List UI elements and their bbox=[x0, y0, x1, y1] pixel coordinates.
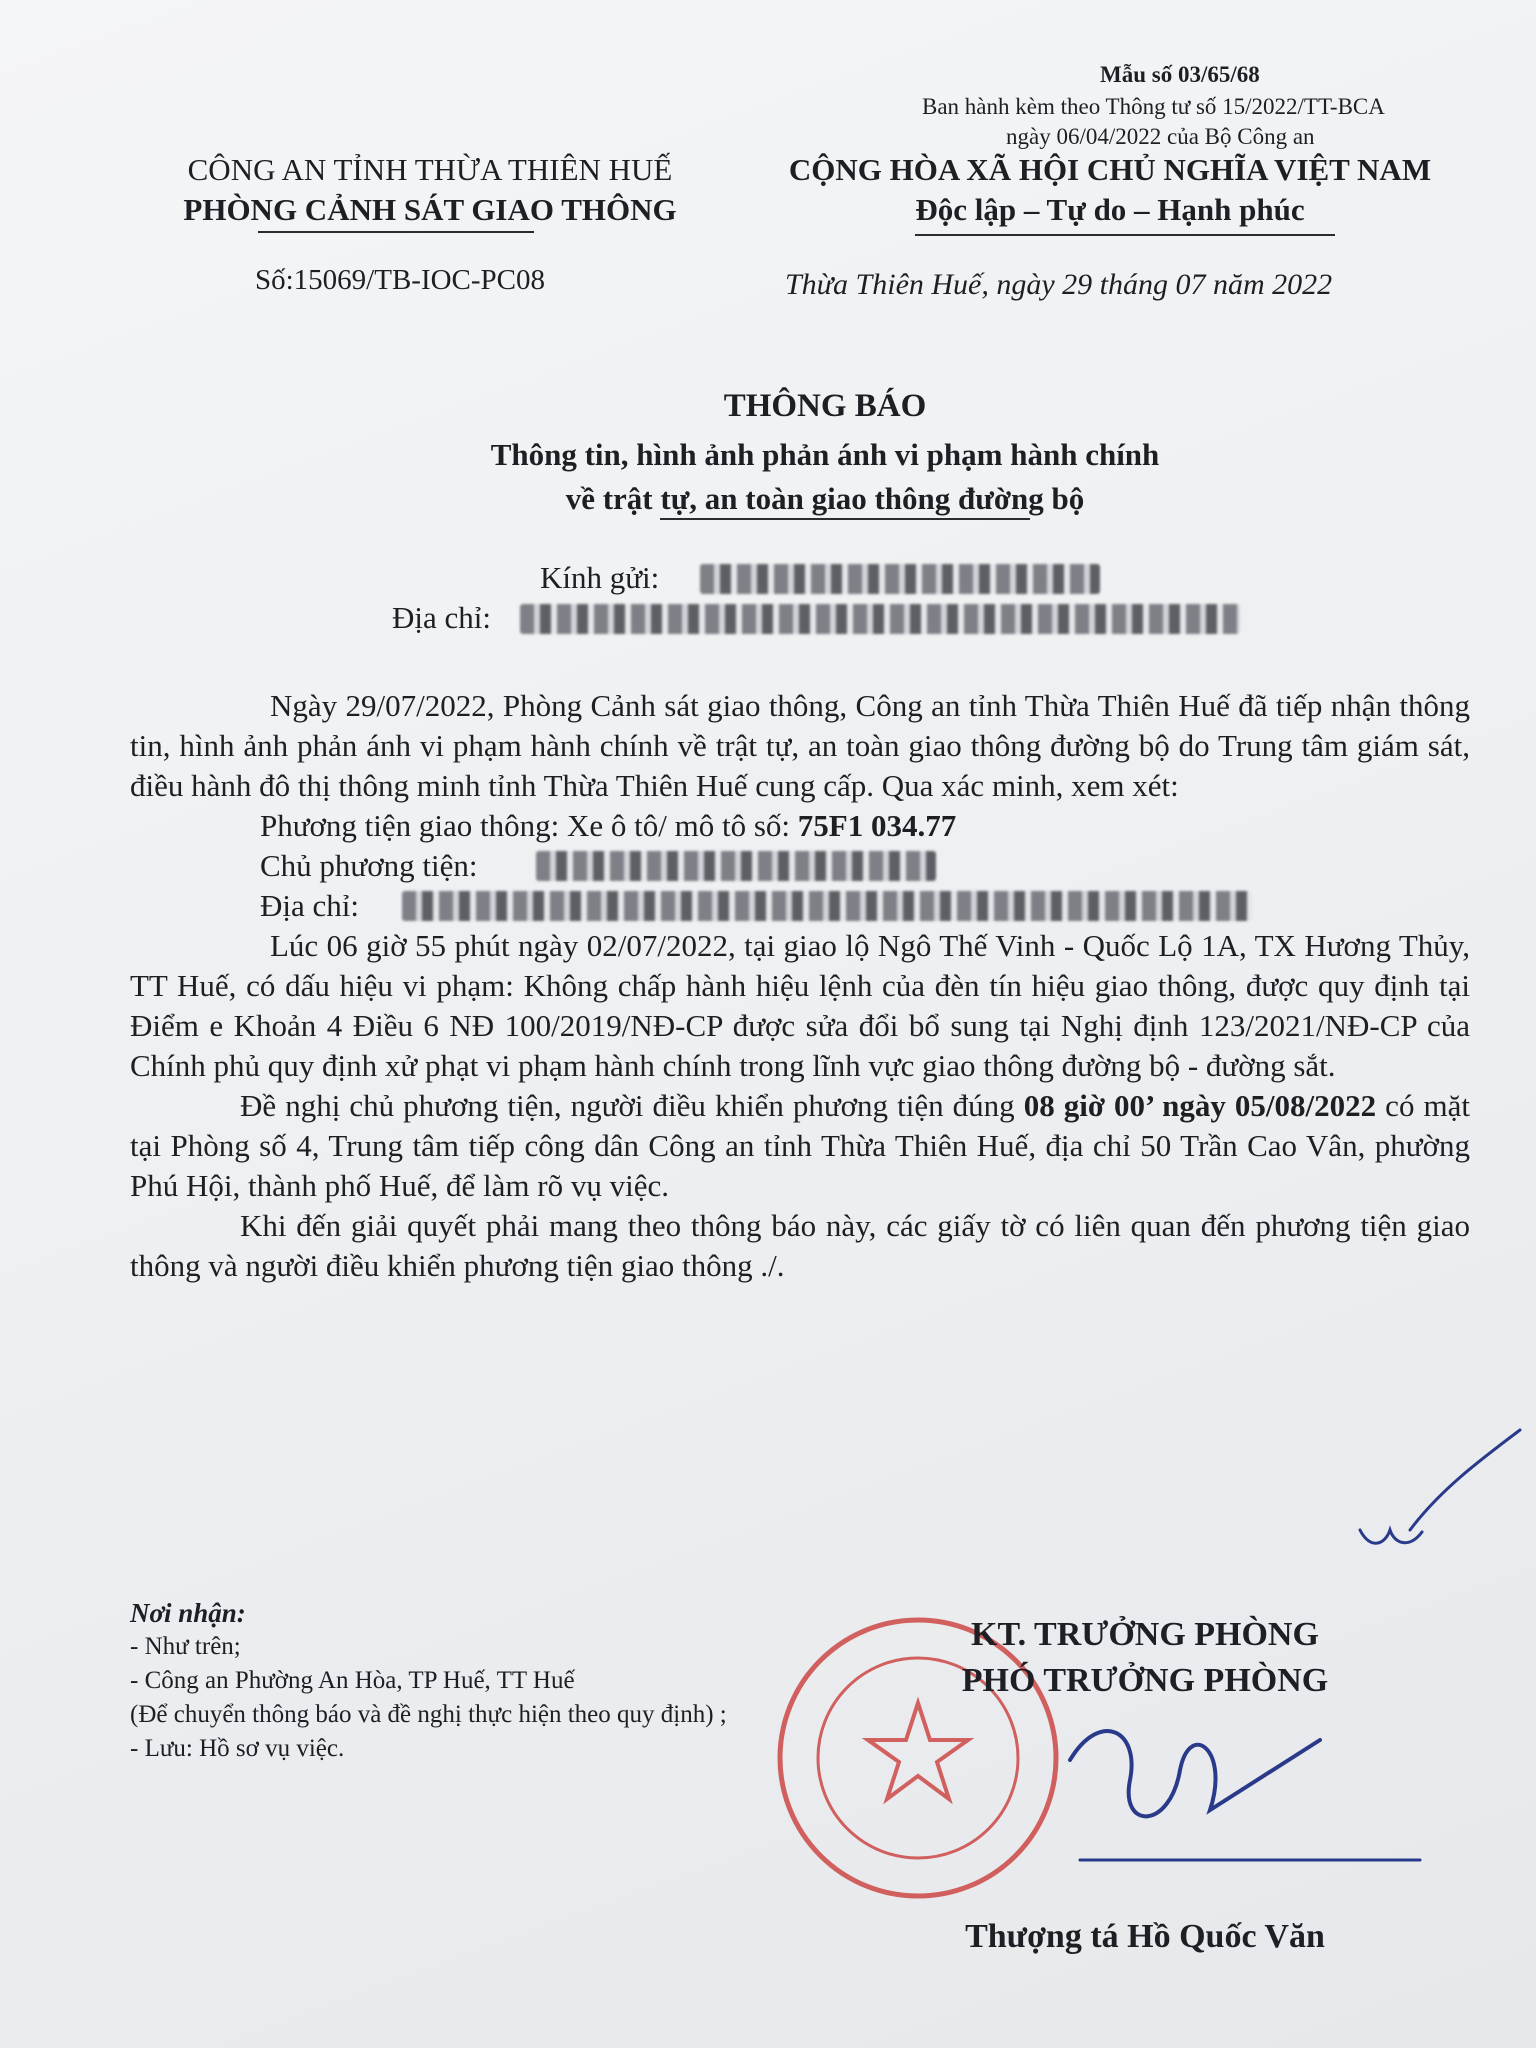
violation-paragraph: Lúc 06 giờ 55 phút ngày 02/07/2022, tại giao lộ Ngô Thế Vinh - Quốc Lộ 1A, TX Hương Thủy, TT Huế, có dấu hiệu vi phạm: Không chấp hành hiệu lệnh của đèn tín hiệu giao thông, được quy định tại Điểm e Khoản 4 Điều 6 NĐ 100/2019/NĐ-CP được sửa đổi bổ sung tại Nghị định 123/2021/NĐ-CP của Chính phủ quy định xử phạt vi phạm hành chính trong lĩnh vực giao thông đường bộ - đường sắt. bbox=[130, 928, 1470, 1083]
recipient-item: - Công an Phường An Hòa, TP Huế, TT Huế bbox=[130, 1667, 575, 1694]
request-paragraph bbox=[130, 1086, 1470, 1206]
request-text-2: có mặt tại Phòng số 4, Trung tâm tiếp công dân Công an tỉnh Thừa Thiên Huế, địa chỉ 50 Trần Cao Vân, phường Phú Hội, thành phố Huế, để làm rõ vụ việc. bbox=[130, 1088, 1470, 1203]
subtitle-underline bbox=[660, 518, 1030, 520]
form-issued-line1: Ban hành kèm theo Thông tư số 15/2022/TT-BCA bbox=[922, 94, 1385, 119]
nation-underline bbox=[915, 234, 1335, 236]
document-subtitle bbox=[300, 433, 1350, 521]
signature-title-line1: KT. TRƯỞNG PHÒNG bbox=[971, 1616, 1319, 1653]
form-number: Mẫu số 03/65/68 bbox=[1100, 62, 1260, 87]
place-date: Thừa Thiên Huế, ngày 29 tháng 07 năm 2022 bbox=[785, 268, 1333, 301]
recipient-address-label: Địa chỉ: bbox=[392, 600, 491, 635]
nation-motto: Độc lập – Tự do – Hạnh phúc bbox=[915, 192, 1305, 227]
owner-line bbox=[130, 846, 1470, 886]
initial-scribble bbox=[1330, 1420, 1530, 1560]
owner-address-line bbox=[130, 886, 1470, 926]
redacted-owner-name bbox=[536, 851, 936, 881]
form-issued-line2: ngày 06/04/2022 của Bộ Công an bbox=[1006, 124, 1315, 149]
agency-underline bbox=[258, 231, 534, 233]
intro-paragraph: Ngày 29/07/2022, Phòng Cảnh sát giao thông, Công an tỉnh Thừa Thiên Huế đã tiếp nhận thông tin, hình ảnh phản ánh vi phạm hành chính về trật tự, an toàn giao thông đường bộ do Trung tâm giám sát, điều hành đô thị thông minh tỉnh Thừa Thiên Huế cung cấp. Qua xác minh, xem xét: bbox=[130, 688, 1470, 803]
signer-name: Thượng tá Hồ Quốc Văn bbox=[965, 1918, 1325, 1955]
recipient-item: (Để chuyển thông báo và đề nghị thực hiện theo quy định) ; bbox=[130, 1701, 727, 1728]
vehicle-plate: 75F1 034.77 bbox=[797, 808, 957, 843]
agency-header bbox=[150, 150, 710, 230]
document-title: THÔNG BÁO bbox=[723, 388, 927, 424]
document-number: Số:15069/TB-IOC-PC08 bbox=[255, 264, 546, 296]
agency-unit: PHÒNG CẢNH SÁT GIAO THÔNG bbox=[183, 192, 677, 227]
vehicle-label: Phương tiện giao thông: Xe ô tô/ mô tô số: bbox=[260, 808, 798, 843]
vehicle-line bbox=[130, 806, 1470, 846]
nation-name: CỘNG HÒA XÃ HỘI CHỦ NGHĨA VIỆT NAM bbox=[788, 152, 1432, 187]
recipient-label: Kính gửi: bbox=[540, 560, 660, 595]
request-time: 08 giờ 00’ ngày 05/08/2022 bbox=[1023, 1088, 1377, 1123]
recipient-item: - Như trên; bbox=[130, 1633, 241, 1660]
owner-address-label: Địa chỉ: bbox=[260, 888, 359, 923]
redacted-owner-address bbox=[402, 891, 1252, 921]
redacted-recipient-address bbox=[520, 604, 1240, 634]
subtitle-line2: về trật tự, an toàn giao thông đường bộ bbox=[565, 481, 1085, 516]
subtitle-line1: Thông tin, hình ảnh phản ánh vi phạm hành chính bbox=[490, 437, 1160, 472]
nation-header bbox=[730, 150, 1490, 230]
recipients-block bbox=[130, 1596, 770, 1766]
signature-title-line2: PHÓ TRƯỞNG PHÒNG bbox=[961, 1662, 1329, 1699]
star-icon bbox=[868, 1703, 968, 1799]
signature-scribble bbox=[1060, 1690, 1440, 1890]
closing-paragraph: Khi đến giải quyết phải mang theo thông báo này, các giấy tờ có liên quan đến phương tiện giao thông và người điều khiển phương tiện giao thông ./. bbox=[130, 1208, 1470, 1283]
document-body bbox=[130, 686, 1470, 1286]
agency-parent: CÔNG AN TỈNH THỪA THIÊN HUẾ bbox=[187, 152, 673, 187]
request-text-1: Đề nghị chủ phương tiện, người điều khiển phương tiện đúng bbox=[240, 1088, 1024, 1123]
recipient-item: - Lưu: Hồ sơ vụ việc. bbox=[130, 1735, 345, 1762]
owner-label: Chủ phương tiện: bbox=[260, 848, 478, 883]
redacted-recipient-name bbox=[700, 564, 1100, 594]
recipients-heading: Nơi nhận: bbox=[130, 1598, 246, 1628]
signature-title bbox=[880, 1612, 1410, 1704]
